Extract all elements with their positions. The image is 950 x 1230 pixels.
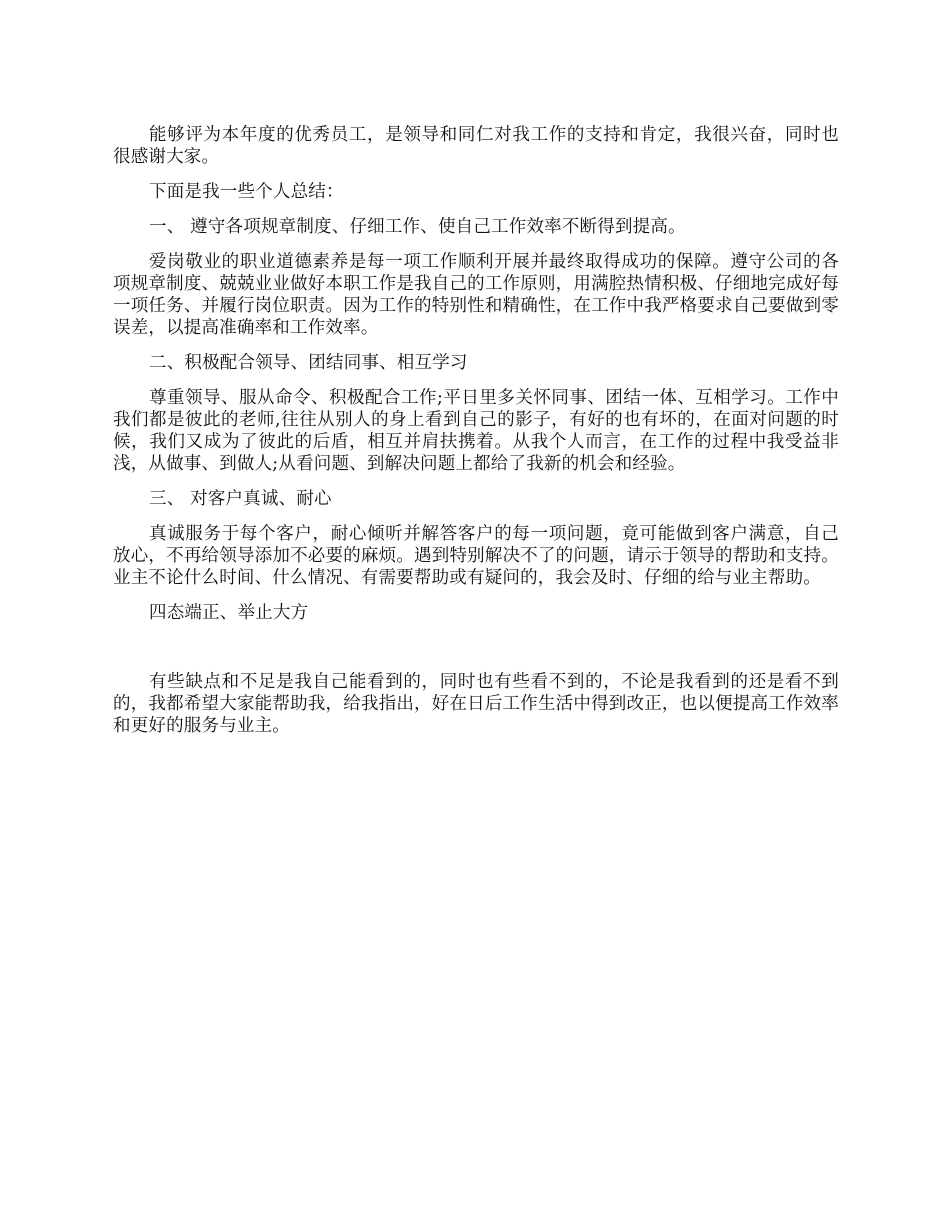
summary-lead: 下面是我一些个人总结：: [149, 182, 344, 202]
section-heading-3: 三、 对客户真诚、耐心: [149, 489, 332, 509]
section-heading-1: 一、 遵守各项规章制度、仔细工作、使自己工作效率不断得到提高。: [149, 217, 686, 237]
section-heading-2: 二、积极配合领导、团结同事、相互学习: [149, 353, 468, 373]
closing-paragraph: 有些缺点和不足是我自己能看到的，同时也有些看不到的，不论是我看到的还是看不到的，我都希望大家能帮助我，给我指出，好在日后工作生活中得到改正，也以便提高工作效率和更好的服务与业主。: [113, 672, 839, 736]
intro-paragraph: 能够评为本年度的优秀员工，是领导和同仁对我工作的支持和肯定，我很兴奋，同时也很感谢大家。: [113, 125, 839, 167]
document-body: [113, 124, 839, 750]
section-body-3: 真诚服务于每个客户，耐心倾听并解答客户的每一项问题，竟可能做到客户满意，自己放心，不再给领导添加不必要的麻烦。遇到特别解决不了的问题，请示于领导的帮助和支持。业主不论什么时间、什么情况、有需要帮助或有疑问的，我会及时、仔细的给与业主帮助。: [113, 524, 839, 588]
section-heading-4: 四态端正、举止大方: [149, 603, 309, 623]
section-body-1: 爱岗敬业的职业道德素养是每一项工作顺利开展并最终取得成功的保障。遵守公司的各项规章制度、兢兢业业做好本职工作是我自己的工作原则，用满腔热情积极、仔细地完成好每一项任务、并履行岗位职责。因为工作的特别性和精确性，在工作中我严格要求自己要做到零误差，以提高准确率和工作效率。: [113, 252, 839, 338]
section-body-2: 尊重领导、服从命令、积极配合工作;平日里多关怀同事、团结一体、互相学习。工作中我们都是彼此的老师,往往从别人的身上看到自己的影子，有好的也有坏的，在面对问题的时候，我们又成为了彼此的后盾，相互并肩扶携着。从我个人而言，在工作的过程中我受益非浅，从做事、到做人;从看问题、到解决问题上都给了我新的机会和经验。: [113, 388, 839, 474]
